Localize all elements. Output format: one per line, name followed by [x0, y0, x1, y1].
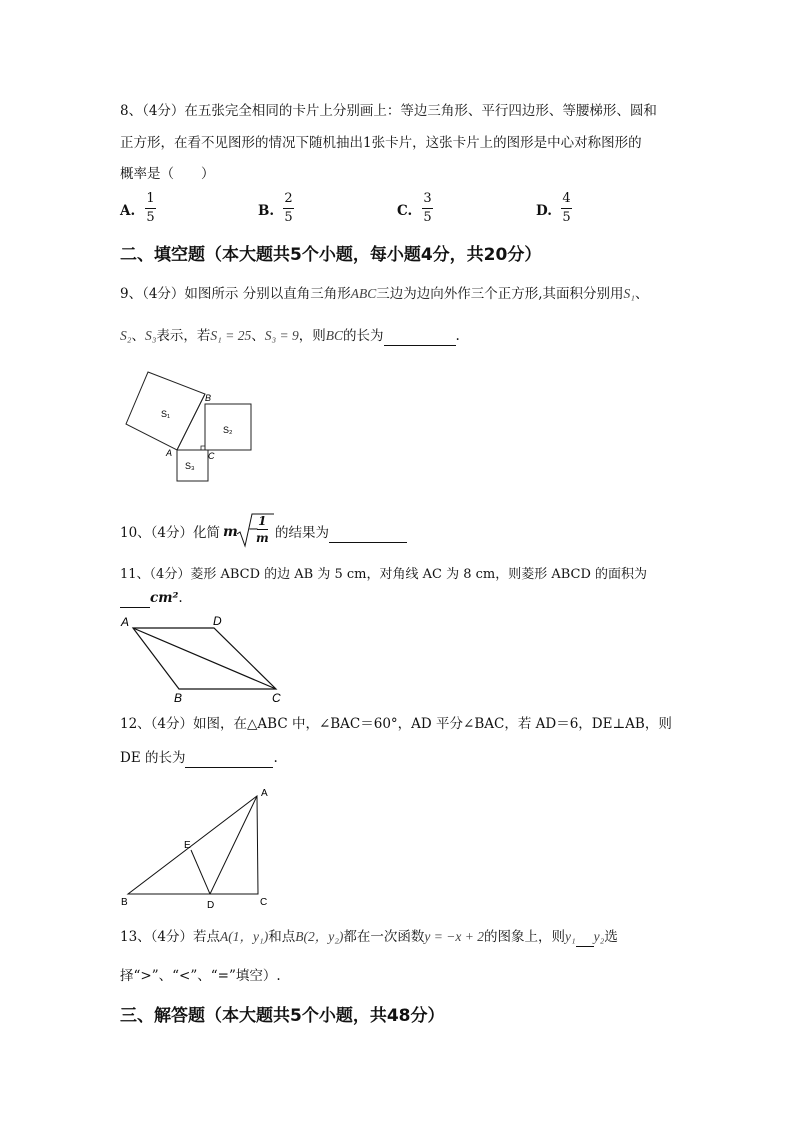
section-2-heading: 二、填空题（本大题共5个小题，每小题4分，共20分）	[120, 245, 542, 265]
q10-coefficient: m	[223, 524, 238, 540]
option-label: A.	[120, 203, 136, 219]
right-angle-mark	[201, 446, 205, 450]
label-b: B	[121, 897, 128, 908]
answer-blank	[185, 753, 273, 768]
label-s3: S₃	[185, 461, 195, 471]
q11-line-1: 11、（4分）菱形 ABCD 的边 AB 为 5 cm，对角线 AC 为 8 cm，则菱形 ABCD 的面积为	[120, 567, 648, 582]
q12-line-1: 12、（4分）如图，在△ABC 中，∠BAC＝60°，AD 平分∠BAC，若 AD＝6，DE⊥AB，则	[120, 716, 672, 732]
q13-line-2: 择“>”、“<”、“=”填空）.	[120, 968, 281, 984]
label-b: B	[174, 691, 183, 704]
q9-line-1: 9、（4分）如图所示 分别以直角三角形ABC三边为边向外作三个正方形,其面积分别用S₁、	[120, 286, 649, 302]
triangle-abc	[128, 796, 258, 894]
q12-line-2: DE 的长为 .	[120, 750, 278, 766]
label-c: C	[208, 451, 215, 461]
option-label: B.	[258, 203, 275, 219]
q9-figure	[118, 362, 268, 490]
label-b: B	[205, 393, 212, 403]
q10-tail: 的结果为	[275, 523, 407, 543]
section-3-heading: 三、解答题（本大题共5个小题，共48分）	[120, 1006, 445, 1026]
triangle-side-ab	[177, 394, 205, 450]
bisector-ad	[210, 796, 257, 894]
q11-line-2: cm².	[120, 588, 183, 608]
q9-line-2: S₂、S₃表示，若S₁ = 25、S₃ = 9，则BC的长为 .	[120, 328, 460, 344]
label-d: D	[207, 900, 215, 910]
option-fraction: 1 5	[146, 191, 155, 225]
answer-blank	[576, 936, 594, 947]
label-s2: S₂	[223, 425, 233, 435]
label-e: E	[184, 840, 191, 851]
label-c: C	[272, 691, 281, 704]
q11-figure	[115, 612, 295, 704]
label-a: A	[121, 615, 130, 629]
option-label: C.	[397, 203, 413, 219]
q10-fraction: 1 m	[256, 514, 269, 545]
option-label: D.	[536, 203, 552, 219]
diagonal-ac	[133, 628, 276, 689]
answer-blank	[384, 331, 456, 346]
label-a: A	[166, 448, 173, 458]
answer-blank	[329, 528, 407, 543]
q10-text: 10、（4分）化简	[120, 525, 221, 541]
option-fraction: 3 5	[423, 191, 432, 225]
q8-line-3: 概率是（ ）	[120, 166, 215, 182]
answer-blank	[120, 593, 150, 608]
q10-minus: −	[248, 522, 259, 537]
q12-figure	[115, 780, 275, 910]
label-c: C	[260, 897, 268, 908]
label-d: D	[213, 614, 222, 628]
q13-line-1: 13、（4分）若点A(1，y₁)和点B(2，y₂)都在一次函数y = −x + 2的图象上，则y₁ y₂选	[120, 929, 618, 945]
q8-line-1: 8、（4分）在五张完全相同的卡片上分别画上：等边三角形、平行四边形、等腰梯形、圆和	[120, 103, 657, 119]
label-a: A	[261, 788, 268, 799]
option-fraction: 4 5	[562, 191, 571, 225]
option-fraction: 2 5	[284, 191, 293, 225]
perpendicular-de	[191, 850, 210, 894]
q8-line-2: 正方形，在看不见图形的情况下随机抽出1张卡片，这张卡片上的图形是中心对称图形的	[120, 135, 642, 151]
label-s1: S₁	[161, 409, 171, 419]
